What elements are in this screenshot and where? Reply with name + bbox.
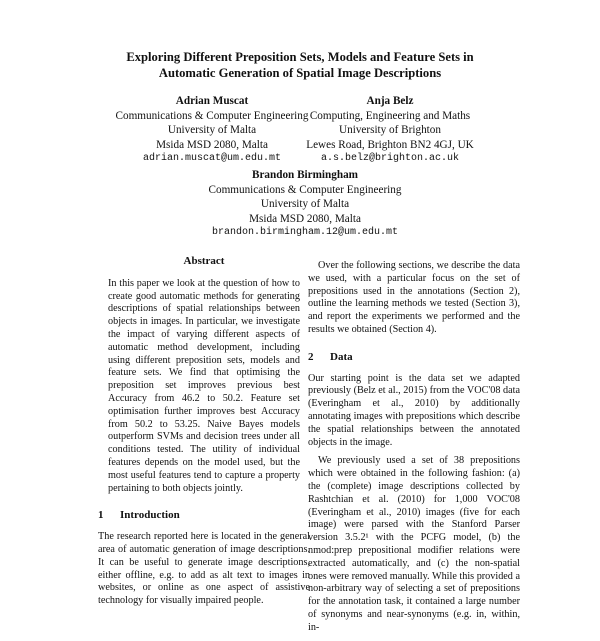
author-email: adrian.muscat@um.edu.mt <box>142 153 282 165</box>
section-heading-introduction <box>98 509 310 522</box>
author-email: a.s.belz@brighton.ac.uk <box>320 153 460 165</box>
author-affiliation: Communications & Computer Engineering <box>208 183 402 196</box>
paper-title <box>60 49 540 81</box>
section-number: 2 <box>308 350 314 363</box>
author-university: University of Malta <box>260 198 350 211</box>
author-address: Lewes Road, Brighton BN2 4GJ, UK <box>306 138 474 151</box>
section-title: Introduction <box>120 509 180 522</box>
data-paragraph-2: We previously used a set of 38 prepositions which were obtained in the following fashion: (a) the (complete) image descriptions collected by Rashtchian et al. (2010) for 1,000 VOC'08 (Everingham et al., 2010) images (five for each image) were parsed with the Stanford Parser version 3.5.2¹ with the PCFG model, (b) the nmod:prep prepositional modifier relations were extracted automatically, and (c) the non-spatial ones were removed manually. While this provided a non-arbitrary way of selecting a set of prepositions for the annotation task, it contained a large number of synonyms and near-synonyms (e.g. in, within, in- <box>308 455 520 633</box>
author-university: University of Brighton <box>339 124 441 137</box>
left-column <box>98 255 310 614</box>
title-line-2: Automatic Generation of Spatial Image Descriptions <box>158 66 442 80</box>
section-title: Data <box>330 350 353 363</box>
section-number: 1 <box>98 509 104 522</box>
author-address: Msida MSD 2080, Malta <box>156 138 268 151</box>
author-block-belz <box>306 94 474 167</box>
author-university: University of Malta <box>167 124 257 137</box>
author-affiliation: Communications & Computer Engineering <box>115 109 309 122</box>
author-address: Msida MSD 2080, Malta <box>249 212 361 225</box>
right-column <box>308 260 520 641</box>
abstract-heading: Abstract <box>183 255 225 267</box>
author-affiliation: Computing, Engineering and Maths <box>309 109 471 122</box>
author-name: Anja Belz <box>366 95 414 107</box>
overview-paragraph: Over the following sections, we describe the data we used, with a particular focus on the set of prepositions used in the annotations (Section 2), outline the learning methods we tested (Section 3), and report the experiments we performed and the results we obtained (Section 4). <box>308 260 520 335</box>
author-block-muscat <box>108 94 316 167</box>
section-heading-data <box>308 351 520 364</box>
author-email: brandon.birmingham.12@um.edu.mt <box>211 227 399 239</box>
author-name: Brandon Birmingham <box>252 169 358 181</box>
abstract-text: In this paper we look at the question of how to create good automatic methods for generating descriptions of spatial relationships between objects in images. In particular, we investigate the impact of varying different aspects of automatic method development, including using different preposition sets, models and feature sets. We find that optimising the preposition set improves previous best Accuracy from 46.2 to 50.2. Feature set optimisation further improves best Accuracy from 50.2 to 53.25. Naive Bayes models outperform SVMs and decision trees under all conditions tested. The utility of individual features depends on the model used, but the most useful features tend to capture a property pertaining to both objects jointly. <box>108 277 300 494</box>
author-block-birmingham <box>180 168 430 241</box>
data-paragraph-1: Our starting point is the data set we adapted previously (Belz et al., 2015) from the VOC'08 data (Everingham et al., 2010) by additionally annotating images with prepositions which describe the spatial relationships between the annotated objects in the image. <box>308 372 520 448</box>
intro-paragraph: The research reported here is located in the general area of automatic generation of image descriptions. It can be useful to generate image descriptions, either offline, e.g. to add as alt text to images in websites, or online as one aspect of assistive technology for visually impaired people. <box>98 531 310 607</box>
title-line-1: Exploring Different Preposition Sets, Models and Feature Sets in <box>126 50 474 64</box>
author-name: Adrian Muscat <box>175 95 249 107</box>
